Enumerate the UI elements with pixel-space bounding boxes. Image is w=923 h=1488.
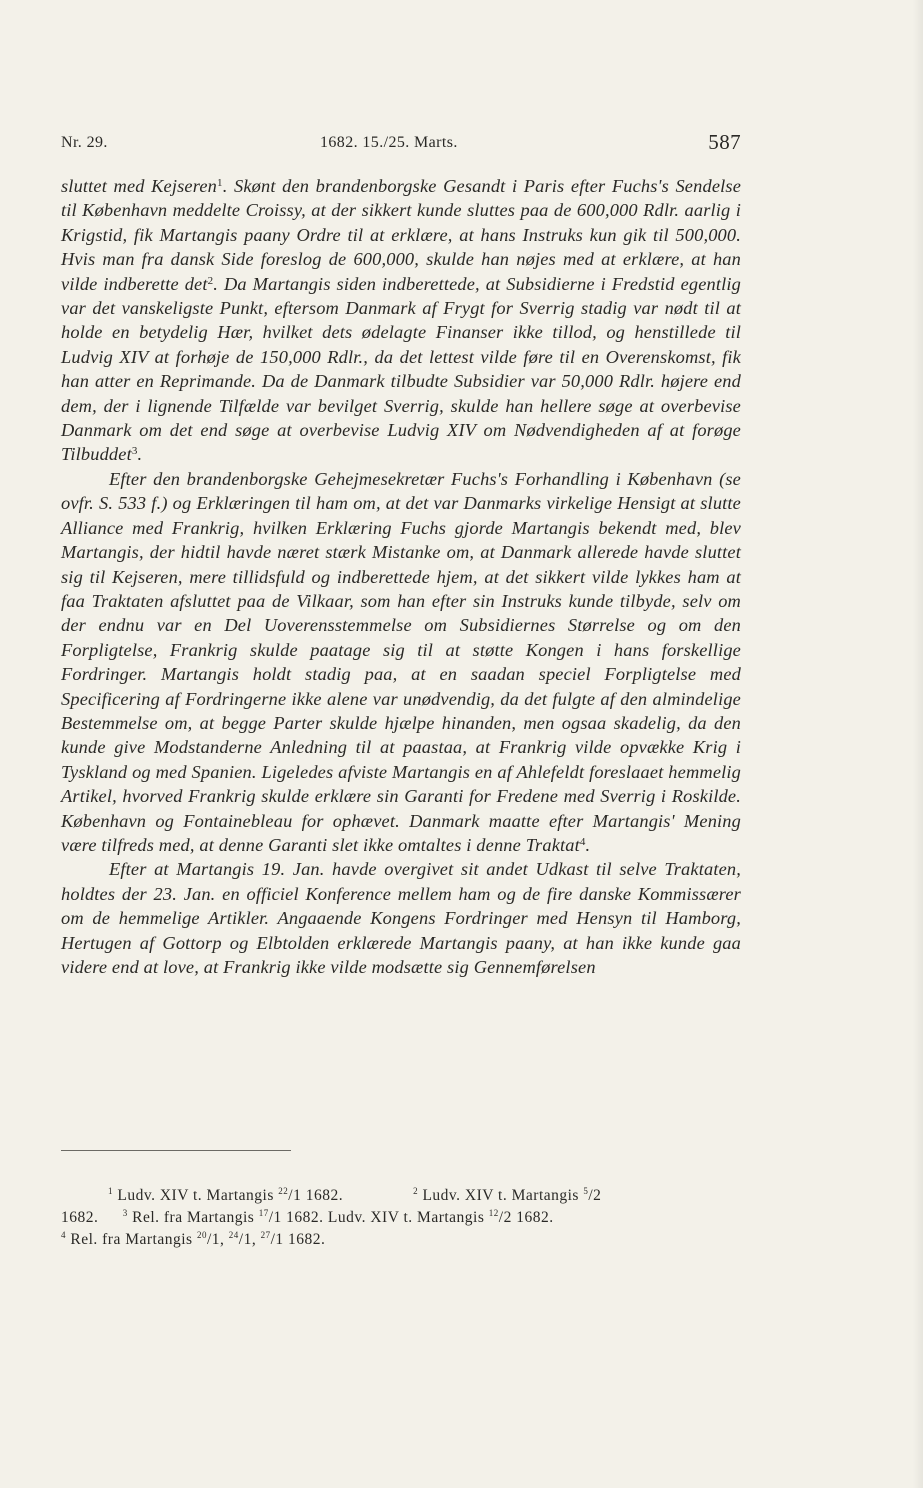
footnote-line — [61, 1229, 741, 1251]
footnote-text: Ludv. XIV t. Martangis — [117, 1187, 279, 1204]
paragraph-text: . Skønt den brandenborgske Gesandt i Paris efter Fuchs's Sendelse til København meddelte Croissy, at der sikkert kunde sluttes paa de 600,000 Rdlr. aarlig i Krigstid, fik Martangis paany Ordre til at erklære, at hans Instruks kun gik til 500,000. Hvis man fra dansk Side foreslog de 600,000, skulde han nøjes med at erklære, at han vilde indberette det — [61, 176, 742, 294]
paragraph-text: . — [137, 444, 143, 465]
footnote-ref: 2 — [207, 274, 214, 287]
footnote-mark: 4 — [61, 1230, 66, 1240]
footnote-text: 1682. — [511, 1209, 554, 1226]
date-denominator: /1 — [270, 1231, 284, 1248]
paragraph-2 — [61, 467, 741, 858]
date-superscript: 22 — [278, 1186, 289, 1196]
header-date: 1682. 15./25. Marts. — [320, 134, 458, 151]
date-denominator: /1 — [288, 1187, 302, 1204]
footnote-line — [61, 1207, 741, 1229]
date-denominator: /2 — [588, 1187, 602, 1204]
date-superscript: 17 — [258, 1208, 269, 1218]
paragraph-3 — [61, 857, 741, 979]
date-denominator: /1, — [238, 1231, 261, 1248]
footnote-ref: 1 — [217, 177, 223, 189]
footnote-mark: 3 — [122, 1208, 128, 1218]
page-edge-shadow — [913, 0, 923, 1488]
date-superscript: 5 — [583, 1186, 589, 1196]
page-number: 587 — [708, 130, 741, 154]
paragraph-text: sluttet med Kejseren — [61, 176, 218, 196]
footnote-line — [61, 1185, 741, 1207]
footnote-mark: 1 — [108, 1186, 113, 1196]
footnote-ref: 4 — [579, 835, 586, 848]
paragraph-text: . Da Martangis siden indberettede, at Subsidierne i Fredstid egentlig var det vanskeligste Punkt, eftersom Danmark af Frygt for Sverrig stadig var nødt til at holde en betydelig Hær, hvilket dets ødelagte Finanser ikke tillod, og henstillede til Ludvig XIV at forhøje de 150,000 Rdlr., da det lettest vilde føre til en Overenskomst, fik han atter en Reprimande. Da de Danmark tilbudte Subsidier var 50,000 Rdlr. højere end dem, der i lignende Tilfælde var bevilget Sverrig, skulde han hellere søge at overbevise Danmark om det end søge at overbevise Ludvig XIV om Nødvendigheden af at forøge Tilbuddet — [61, 273, 742, 465]
running-header — [61, 130, 741, 156]
footnote-text: 1682. Ludv. XIV t. Martangis — [281, 1209, 489, 1226]
footnotes — [61, 1185, 741, 1251]
footnote-text: 1682. — [61, 1209, 99, 1226]
paragraph-text: Efter at Martangis 19. Jan. havde overgivet sit andet Udkast til selve Traktaten, holdtes der 23. Jan. en officiel Konference mellem ham og de fire danske Kommissærer om de hemmelige Artikler. Angaaende Kongens Fordringer med Hensyn til Hamborg, Hertugen af Gottorp og Elbtolden erklærede Martangis paany, at han ikke kunde gaa videre end at love, at Frankrig ikke vilde modsætte sig Gennemførelsen — [61, 859, 741, 977]
date-superscript: 27 — [260, 1230, 271, 1240]
footnote-mark: 2 — [413, 1186, 419, 1196]
date-denominator: /1 — [268, 1209, 282, 1226]
footnote-text: Ludv. XIV t. Martangis — [422, 1187, 584, 1204]
date-superscript: 12 — [488, 1208, 499, 1218]
date-denominator: /1, — [206, 1231, 229, 1248]
footnote-text: 1682. — [283, 1231, 326, 1248]
paragraph-text: Efter den brandenborgske Gehejmesekretær Fuchs's Forhandling i København (se ovfr. S. 533 f.) og Erklæringen til ham om, at det var Danmarks virkelige Hensigt at slutte Alliance med Frankrig, hvilken Erklæring Fuchs gjorde Martangis bekendt med, blev Martangis, der hidtil havde næret stærk Mistanke om, at Danmark allerede havde sluttet sig til Kejseren, mere tillidsfuld og indberettede hjem, at det sikkert vilde lykkes ham at faa Traktaten afsluttet paa de Vilkaar, som han efter sin Instruks kunde tilbyde, selv om der endnu var en Del Uoverensstemmelse om Subsidiernes Størrelse og om den Forpligtelse, Frankrig skulde paatage sig til at støtte Kongen i hans forskellige Fordringer. Martangis holdt stadig paa, at en saadan speciel Forpligtelse med Specificering af Fordringerne ikke alene var unødvendig, da det fulgte af den almindelige Bestemmelse om, at begge Parter skulde hjælpe hinanden, men ogsaa skadelig, da den kunde give Modstanderne Anledning til at paastaa, at Frankrig vilde opvække Krig i Tyskland og med Spanien. Ligeledes afviste Martangis en af Ahlefeldt foreslaaet hemmelig Artikel, hvorved Frankrig skulde erklære sin Garanti for Fredene med Sverrig i Roskilde. København og Fontainebleau for ophævet. Danmark maatte efter Martangis' Mening være tilfreds med, at denne Garanti slet ikke omtaltes i denne Traktat — [61, 468, 741, 855]
footnote-text: Rel. fra Martangis — [70, 1231, 197, 1248]
date-superscript: 24 — [228, 1230, 239, 1240]
date-superscript: 20 — [196, 1230, 207, 1240]
date-denominator: /2 — [498, 1209, 512, 1226]
paragraph-text: . — [585, 834, 591, 855]
footnote-ref: 3 — [131, 445, 138, 458]
footnote-text: Rel. fra Martangis — [132, 1209, 259, 1226]
document-number: Nr. 29. — [61, 134, 108, 151]
footnote-divider — [61, 1150, 291, 1151]
main-text — [61, 174, 741, 979]
footnote-text: 1682. — [301, 1187, 344, 1204]
paragraph-1 — [61, 174, 741, 467]
